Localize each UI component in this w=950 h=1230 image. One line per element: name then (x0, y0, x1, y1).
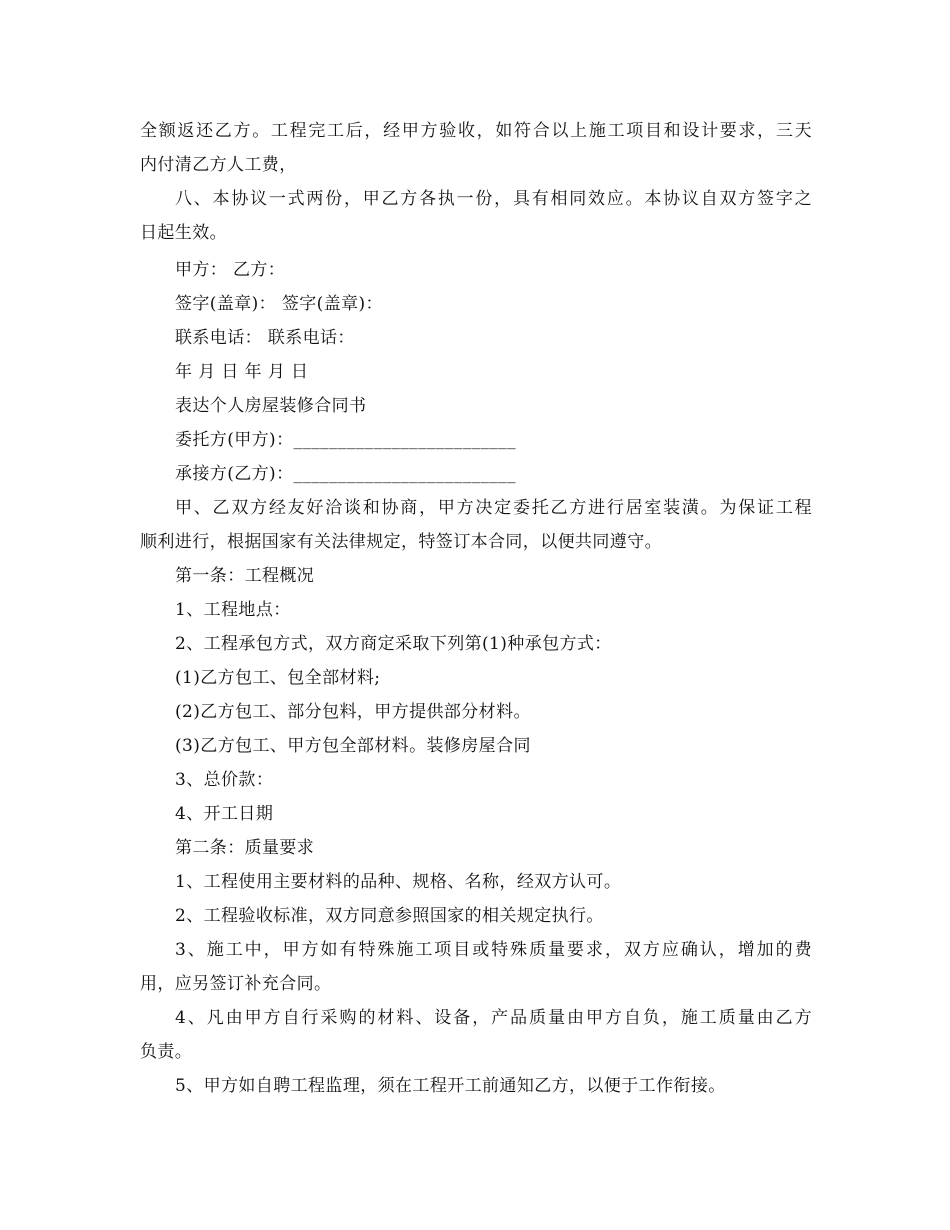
clause-subitem: (1)乙方包工、包全部材料; (175, 668, 381, 688)
text-line-2: 内付清乙方人工费， (140, 155, 297, 175)
clause-item: 1、工程地点： (175, 600, 291, 620)
signature-date-line: 年 月 日 年 月 日 (175, 362, 309, 382)
text-line-12: 甲、乙双方经友好洽谈和协商，甲方决定委托乙方进行居室装潢。为保证工程 (175, 498, 812, 518)
clause-item: 3、施工中，甲方如有特殊施工项目或特殊质量要求，双方应确认，增加的费 (175, 940, 812, 960)
signature-party-line: 甲方： 乙方： (175, 260, 286, 280)
clause-item: 1、工程使用主要材料的品种、规格、名称，经双方认可。 (175, 872, 622, 892)
signature-seal-line: 签字(盖章)： 签字(盖章)： (175, 294, 383, 314)
section-heading-1: 第一条：工程概况 (175, 566, 315, 586)
clause-subitem: (3)乙方包工、甲方包全部材料。装修房屋合同 (175, 736, 531, 756)
clause-continuation: 负责。 (140, 1042, 193, 1062)
client-party-line: 委托方(甲方)：_________________________ (175, 430, 516, 450)
document-title: 表达个人房屋装修合同书 (175, 396, 367, 416)
text-line-13: 顺利进行，根据国家有关法律规定，特签订本合同，以便共同遵守。 (140, 532, 662, 552)
clause-item: 4、开工日期 (175, 804, 274, 824)
section-heading-2: 第二条：质量要求 (175, 838, 315, 858)
signature-phone-line: 联系电话： 联系电话： (175, 328, 355, 348)
clause-continuation: 用，应另签订补充合同。 (140, 974, 332, 994)
clause-item: 4、凡由甲方自行采购的材料、设备，产品质量由甲方自负，施工质量由乙方 (175, 1008, 812, 1028)
clause-item: 3、总价款： (175, 770, 274, 790)
text-line-3: 八、本协议一式两份，甲乙方各执一份，具有相同效应。本协议自双方签字之 (175, 189, 812, 209)
clause-item: 2、工程验收标准，双方同意参照国家的相关规定执行。 (175, 906, 604, 926)
text-line-1: 全额返还乙方。工程完工后，经甲方验收，如符合以上施工项目和设计要求，三天 (140, 121, 812, 141)
contractor-party-line: 承接方(乙方)：_________________________ (175, 464, 516, 484)
clause-item: 2、工程承包方式，双方商定采取下列第(1)种承包方式： (175, 634, 612, 654)
clause-item: 5、甲方如自聘工程监理，须在工程开工前通知乙方，以便于工作衔接。 (175, 1076, 726, 1096)
clause-subitem: (2)乙方包工、部分包料，甲方提供部分材料。 (175, 702, 531, 722)
text-line-4: 日起生效。 (140, 223, 227, 243)
